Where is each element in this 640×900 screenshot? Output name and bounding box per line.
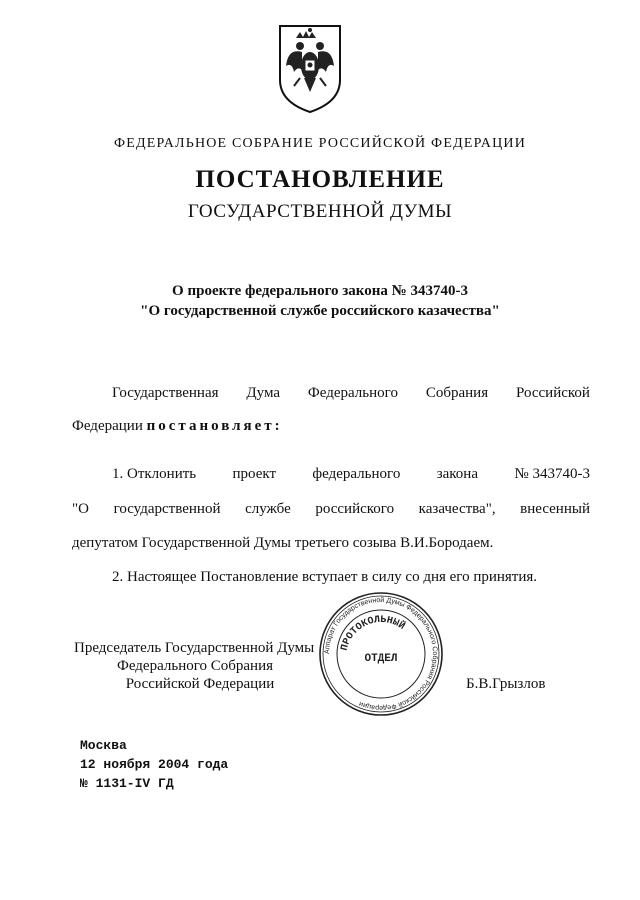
item1-word: проект [232,466,277,482]
svg-text:ПРОТОКОЛЬНЫЙ [340,615,409,652]
item1-word: казачества", [418,501,496,517]
preamble-word: Федерального [307,385,398,401]
preamble-word: Государственная [112,385,219,401]
preamble-word: Российской [516,385,590,401]
preamble-line-2 [72,418,283,435]
item1-word: государственной [113,501,221,517]
signatory-name: Б.В.Грызлов [466,676,546,692]
place: Москва [80,738,127,753]
item1-line-3: депутатом Государственной Думы третьего созыва В.И.Бородаем. [72,535,494,551]
item2-text: 2. Настоящее Постановление вступает в силу со дня его принятия. [112,569,538,585]
document-type-title: ПОСТАНОВЛЕНИЕ [195,166,445,193]
item1-line-2 [72,501,590,518]
signatory-title-line-3: Российской Федерации [125,676,275,692]
signatory-title-line-2: Федерального Собрания [116,658,274,674]
item1-word: внесенный [520,501,590,517]
preamble-word: Собрания [425,385,489,401]
subject-line-2: "О государственной службе российского казачества" [140,303,500,319]
preamble-action: постановляет: [146,418,283,434]
item1-word: № 343740-3 [514,466,590,482]
coat-of-arms-emblem [274,22,346,114]
subject-line-1: О проекте федерального закона № 343740-3 [172,283,468,299]
item1-word: российского [315,501,395,517]
preamble-prefix: Федерации [72,418,143,434]
stamp-inner-text: ПРОТОКОЛЬНЫЙ [339,614,407,653]
item1-word: службе [245,501,291,517]
signatory-title-line-1: Председатель Государственной Думы [74,640,315,656]
item1-word: федерального [312,466,401,482]
official-stamp [318,591,444,717]
stamp-outer-text: Аппарат Государственной Думы Федерального Собрания Российской Федерации [323,596,439,712]
date: 12 ноября 2004 года [80,757,229,772]
stamp-center-text: ОТДЕЛ [364,653,398,665]
preamble-line-1 [112,385,590,402]
document-issuer: ГОСУДАРСТВЕННОЙ ДУМЫ [187,201,453,222]
document-number: № 1131-IV ГД [80,776,174,791]
item1-line-1 [112,466,590,483]
parliament-name: ФЕДЕРАЛЬНОЕ СОБРАНИЕ РОССИЙСКОЙ ФЕДЕРАЦИИ [113,136,527,151]
preamble-word: Дума [246,385,281,401]
item1-word: 1. Отклонить [112,466,197,482]
item1-word: закона [436,466,478,482]
item1-word: "О [72,501,89,517]
